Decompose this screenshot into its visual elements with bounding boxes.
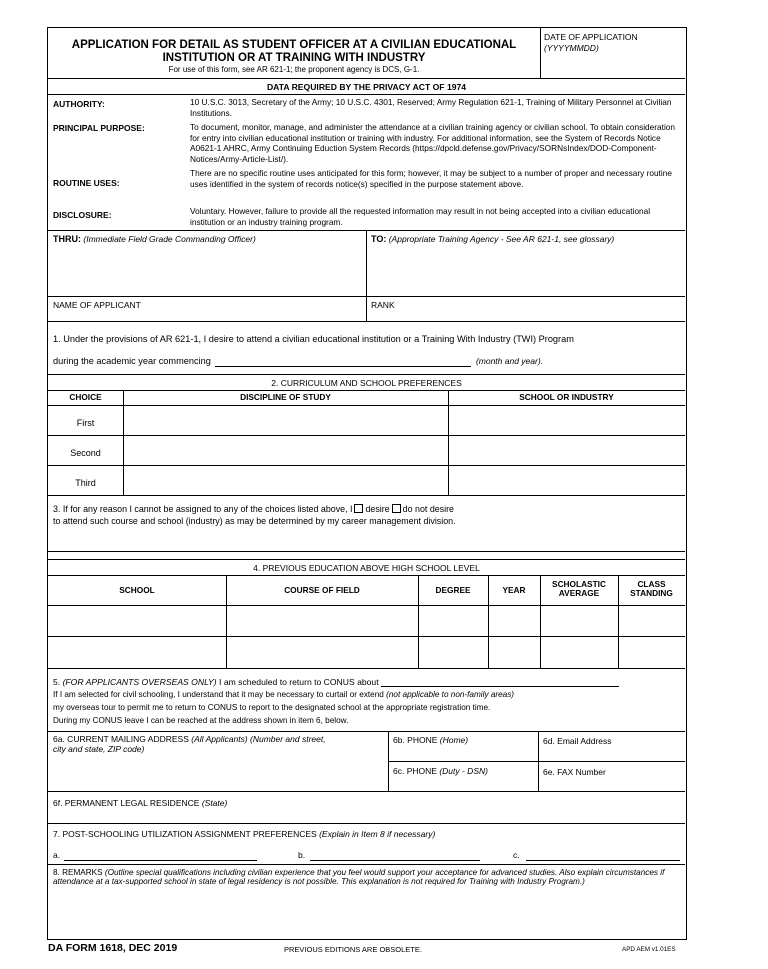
mailing-address-field[interactable] [49,758,387,790]
desire-label: desire [365,504,390,514]
mailing-address-hint2: city and state, ZIP code) [53,743,145,754]
third-discipline-field[interactable] [124,466,447,494]
academic-year-field[interactable] [215,357,471,367]
form-title [48,39,540,65]
phone-duty-title: 6c. PHONE [393,766,437,776]
principal-purpose-text: To document, monitor, manage, and administer the attendance at a civilian training agency or civilian school. To obtain consideration for entry into civilian educational institution or training with industry. For additional information, see the System of Records Notice A0621-1 AHRC, Army Continuing Eduction System Records (https://dpcld.defense.gov/Privacy/SORNsIndex/DOD-Component-Notices/Army-Article-List/). [190,122,676,164]
post-schooling-label [53,829,435,839]
choice-second: Second [70,448,101,458]
assignment-c-label: c. [513,850,520,860]
name-of-applicant-field[interactable] [49,310,365,320]
rank-label: RANK [371,300,395,310]
second-school-field[interactable] [449,436,684,464]
choice-first: First [76,418,95,428]
school-industry-column-header: SCHOOL OR INDUSTRY [519,392,614,402]
scholastic-field-row1[interactable] [541,606,617,635]
scholastic-average-column-header [540,580,618,598]
mailing-address-title: 6a. CURRENT MAILING ADDRESS [53,734,189,744]
conus-return-date-field[interactable] [381,677,619,687]
item3-intro: 3. If for any reason I cannot be assigned to any of the choices listed above, I [53,504,353,514]
assignment-b-label: b. [298,850,306,860]
prev-school-field-row1[interactable] [49,606,225,635]
course-field-row2[interactable] [227,637,417,667]
legal-residence-field[interactable] [49,809,684,821]
phone-home-label [393,735,468,745]
disclosure-label: DISCLOSURE: [53,210,112,220]
phone-home-field[interactable] [389,746,537,760]
prev-school-field-row2[interactable] [49,637,225,667]
class-standing-header-line1: CLASS [637,579,666,589]
item5-number: 5. [53,677,61,687]
previous-editions-note: PREVIOUS EDITIONS ARE OBSOLETE. [284,945,422,954]
degree-column-header: DEGREE [435,585,471,595]
item1-text-line2 [53,356,543,367]
assignment-c-field[interactable] [526,860,680,861]
do-not-desire-checkbox[interactable] [392,504,401,513]
to-field-label [371,234,614,245]
item5-text-line3: my overseas tour to permit me to return to CONUS to report to the designated school at the appropriate registration time. [53,703,491,712]
item5-text-line2 [53,690,514,700]
disclosure-text: Voluntary. However, failure to provide all the requested information may result in not being accepted into a civilian educational institution or an industry training program. [190,206,651,227]
legal-residence-label [53,798,227,808]
desire-checkbox[interactable] [354,504,363,513]
date-of-application-label: DATE OF APPLICATION [544,32,638,42]
class-standing-field-row2[interactable] [619,637,684,667]
fax-number-field[interactable] [539,777,684,790]
item3-text-line2: to attend such course and school (industry) as may be determined by my career management division. [53,516,456,526]
da-form-1618 [47,27,687,940]
mailing-address-label [53,735,326,755]
to-label: TO: [371,234,387,244]
do-not-desire-label: do not desire [402,504,454,514]
thru-label: THRU: [53,234,81,244]
first-discipline-field[interactable] [124,406,447,434]
phone-home-title: 6b. PHONE [393,735,438,745]
item4-heading: 4. PREVIOUS EDUCATION ABOVE HIGH SCHOOL LEVEL [253,563,480,573]
scholastic-field-row2[interactable] [541,637,617,667]
item5-non-family-note: (not applicable to non-family areas) [386,690,515,699]
class-standing-field-row1[interactable] [619,606,684,635]
authority-label: AUTHORITY: [53,99,105,109]
form-title-line2: INSTITUTION OR AT TRAINING WITH INDUSTRY [162,52,426,65]
form-title-line1: APPLICATION FOR DETAIL AS STUDENT OFFICER AT A CIVILIAN EDUCATIONAL [71,39,517,51]
date-of-application-field[interactable] [541,54,686,77]
form-number: DA FORM 1618, DEC 2019 [48,942,178,954]
choice-third: Third [75,478,96,488]
rank-field[interactable] [367,310,684,320]
item5-selected-text: If I am selected for civil schooling, I understand that it may be necessary to curtail or extend [53,690,384,699]
first-school-field[interactable] [449,406,684,434]
fax-number-label: 6e. FAX Number [543,767,606,777]
discipline-column-header: DISCIPLINE OF STUDY [240,392,331,402]
year-field-row2[interactable] [489,637,539,667]
phone-duty-hint: (Duty - DSN) [439,766,488,776]
assignment-b-field[interactable] [310,860,480,861]
item5-text-line4: During my CONUS leave I can be reached at the address shown in item 6, below. [53,716,349,725]
mailing-address-hint1: (All Applicants) (Number and street, [191,734,326,744]
post-schooling-hint: (Explain in Item 8 if necessary) [319,829,436,839]
item1-month-year-hint: (month and year). [475,356,544,366]
thru-hint: (Immediate Field Grade Commanding Officer) [83,234,256,244]
thru-field-label [53,234,256,245]
remarks-label [53,868,681,886]
item5-return-text: I am scheduled to return to CONUS about [219,677,379,687]
prev-school-column-header: SCHOOL [119,585,155,595]
item1-text-line1: 1. Under the provisions of AR 621-1, I desire to attend a civilian educational institution or a Training With Industry (TWI) Program [53,334,574,344]
to-field[interactable] [367,248,684,294]
item5-overseas-only: (FOR APPLICANTS OVERSEAS ONLY) [62,677,217,687]
remarks-title: 8. REMARKS [53,868,103,877]
item5-text-line1 [53,677,619,687]
remarks-hint: (Outline special qualifications including civilian experience that you feel would support your acceptance for advanced studies. Also explain circumstances if attendance at a tax-supported school in state of legal residency is not possible. This explanation is not required for Training with Industry Program.) [53,868,665,887]
thru-field[interactable] [49,248,365,294]
year-column-header: YEAR [502,585,526,595]
item3-text-line1 [53,504,454,515]
second-discipline-field[interactable] [124,436,447,464]
degree-field-row1[interactable] [419,606,487,635]
form-subtitle: For use of this form, see AR 621-1; the proponent agency is DCS, G-1. [168,65,420,74]
email-address-field[interactable] [539,746,684,760]
phone-duty-field[interactable] [389,777,537,790]
class-standing-header-line2: STANDING [630,588,673,599]
authority-text: 10 U.S.C. 3013, Secretary of the Army; 10 U.S.C. 4301, Reserved; Army Regulation 621-1, Training of Military Personnel at Civilian Institutions. [190,97,672,118]
phone-home-hint: (Home) [439,735,469,745]
course-field-row1[interactable] [227,606,417,635]
email-address-label: 6d. Email Address [543,736,612,746]
degree-field-row2[interactable] [419,637,487,667]
remarks-field[interactable] [49,906,684,938]
item2-heading: 2. CURRICULUM AND SCHOOL PREFERENCES [271,378,462,388]
to-hint: (Appropriate Training Agency - See AR 621-1, see glossary) [388,234,615,244]
assignment-a-field[interactable] [64,860,257,861]
routine-uses-label: ROUTINE USES: [53,178,120,188]
phone-duty-label [393,766,488,776]
legal-residence-hint: (State) [201,798,228,808]
name-of-applicant-label: NAME OF APPLICANT [53,300,141,310]
version-note: APD AEM v1.01ES [622,946,676,953]
privacy-act-heading: DATA REQUIRED BY THE PRIVACY ACT OF 1974 [266,82,467,92]
choice-column-header: CHOICE [69,392,102,402]
date-format-hint: (YYYYMMDD) [544,43,599,53]
scholastic-header-line2: AVERAGE [558,588,600,599]
scholastic-header-line1: SCHOLASTIC [552,579,606,589]
routine-uses-text: There are no specific routine uses anticipated for this form; however, it may be subject to a number of proper and necessary routine uses identified in the system of records notice(s) specified in the purpose statement above. [190,168,672,189]
item1-academic-year-label: during the academic year commencing [53,356,211,366]
legal-residence-title: 6f. PERMANENT LEGAL RESIDENCE [53,798,200,808]
assignment-a-label: a. [53,850,61,860]
principal-purpose-label: PRINCIPAL PURPOSE: [53,123,145,133]
third-school-field[interactable] [449,466,684,494]
course-of-field-column-header: COURSE OF FIELD [284,585,360,595]
year-field-row1[interactable] [489,606,539,635]
class-standing-column-header [618,580,685,598]
post-schooling-title: 7. POST-SCHOOLING UTILIZATION ASSIGNMENT PREFERENCES [53,829,317,839]
